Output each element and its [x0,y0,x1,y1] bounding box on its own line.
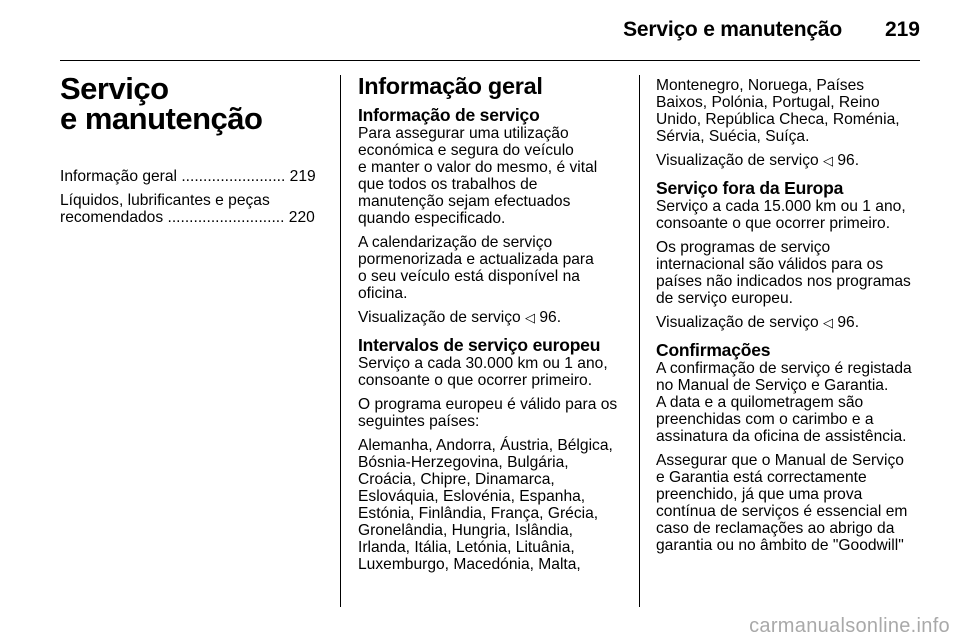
column-divider-2 [639,75,640,607]
paragraph: Serviço a cada 15.000 km ou 1 ano, consoante o que ocorrer primeiro. [656,198,906,232]
paragraph: Assegurar que o Manual de Serviço e Garantia está correctamente preenchido, já que uma prova contínua de serviços é essencial em caso de reclamações ao abrigo da garantia ou no âmbito de "Goodwill" [656,452,908,554]
page-header [60,18,920,48]
cross-reference[interactable]: Visualização de serviço ◁ 96. [358,309,562,326]
page-number: 219 [884,18,920,41]
column-3 [656,77,926,561]
toc-entry-informacao-geral[interactable]: Informação geral ........................ 219 [60,168,316,185]
subsection-title-intervalos-europeu: Intervalos de serviço europeu [358,335,601,355]
paragraph: Para assegurar uma utilização económica e segura do veículo e manter o valor do mesmo, é vital que todos os trabalhos de manutenção sejam efectuados quando especificado. [358,125,598,227]
column-toc [60,70,330,233]
subsection-title-confirmacoes: Confirmações [656,340,771,360]
subsection-title-fora-europa: Serviço fora da Europa [656,178,844,198]
toc-entry-liquidos[interactable]: Líquidos, lubrificantes e peças recomendados ........................... 220 [60,192,315,226]
paragraph: A calendarização de serviço pormenorizada e actualizada para o seu veículo está disponível na oficina. [358,234,594,302]
paragraph: A confirmação de serviço é registada no Manual de Serviço e Garantia. A data e a quilometragem são preenchidas com o carimbo e a assinatura da oficina de assistência. [656,360,912,445]
paragraph: O programa europeu é válido para os seguintes países: [358,396,618,430]
cross-reference[interactable]: Visualização de serviço ◁ 96. [656,314,860,331]
column-2 [358,70,630,580]
reference-arrow-icon: ◁ [823,153,834,168]
country-list-continued: Montenegro, Noruega, Países Baixos, Polónia, Portugal, Reino Unido, República Checa, Roménia, Sérvia, Suécia, Suíça. [656,77,900,145]
subsection-title-informacao-servico: Informação de serviço [358,105,540,125]
chapter-title: Serviço e manutenção [60,71,263,136]
column-divider-1 [340,75,341,607]
reference-arrow-icon: ◁ [823,315,834,330]
cross-reference[interactable]: Visualização de serviço ◁ 96. [656,152,860,169]
reference-arrow-icon: ◁ [525,310,536,325]
country-list: Alemanha, Andorra, Áustria, Bélgica, Bósnia-Herzegovina, Bulgária, Croácia, Chipre, Dinamarca, Eslováquia, Eslovénia, Espanha, Estónia, Finlândia, França, Grécia, Gronelândia, Hungria, Islândia, Irlanda, Itália, Letónia, Lituânia, Luxemburgo, Macedónia, Malta, [358,437,613,573]
running-header-title: Serviço e manutenção [623,18,842,41]
section-title: Informação geral [358,73,543,99]
watermark: carmanualsonline.info [749,615,950,637]
paragraph: Serviço a cada 30.000 km ou 1 ano, consoante o que ocorrer primeiro. [358,355,608,389]
header-rule [60,60,920,61]
paragraph: Os programas de serviço internacional são válidos para os países não indicados nos programas de serviço europeu. [656,239,911,307]
